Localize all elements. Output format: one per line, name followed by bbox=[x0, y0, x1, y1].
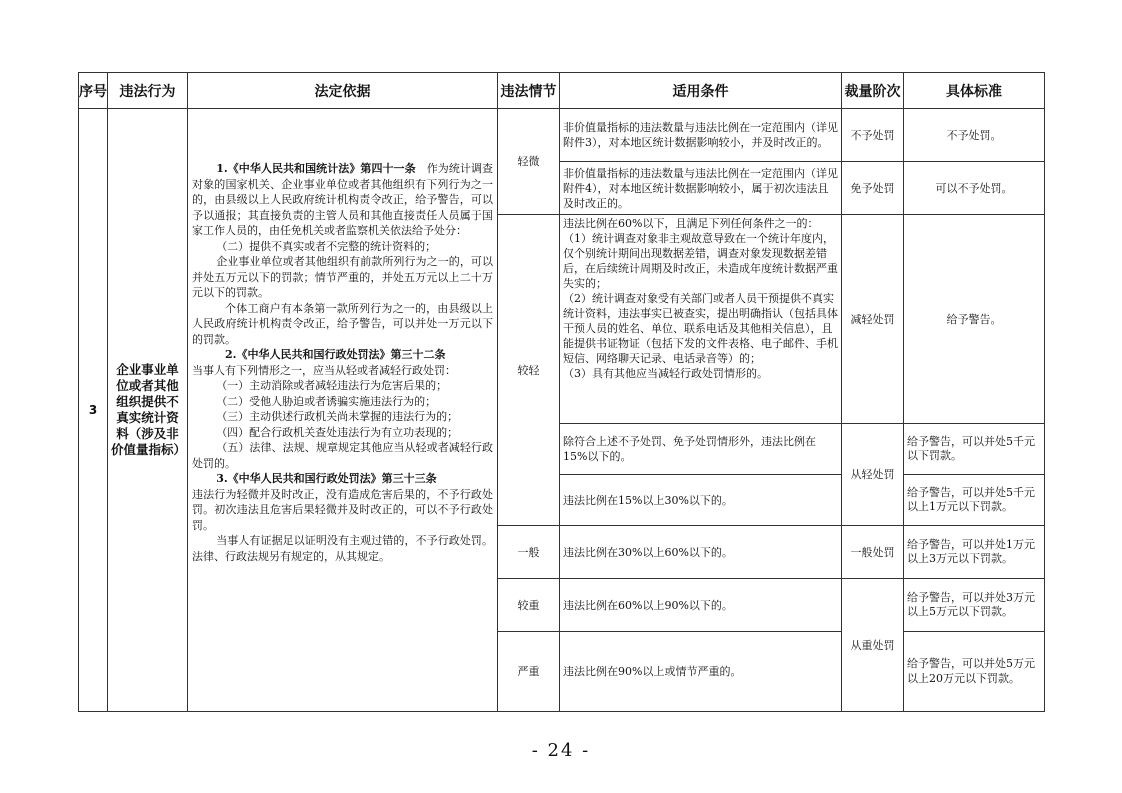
law1-item2: （二）提供不真实或者不完整的统计资料的； bbox=[216, 239, 437, 253]
circumstance-minor: 轻微 bbox=[498, 109, 560, 215]
level-heavier: 从重处罚 bbox=[842, 579, 904, 712]
condition-item-1: （1）统计调查对象非主观故意导致在一个统计年度内，仅个别统计期间出现数据差错，调查对象发现数据差错后，在后续统计周期及时改正，未造成年度统计数据严重失实的； bbox=[563, 232, 838, 290]
condition-cell: 违法比例在30%以上60%以下的。 bbox=[560, 526, 842, 579]
circumstance-general: 一般 bbox=[498, 526, 560, 579]
law2-title: 2.《中华人民共和国行政处罚法》第三十二条 bbox=[225, 348, 446, 361]
item-number: 3 bbox=[79, 109, 108, 712]
header-basis: 法定依据 bbox=[188, 73, 498, 109]
law3-paragraph1: 违法行为轻微并及时改正，没有造成危害后果的，不予行政处罚。初次违法且危害后果轻微并及时改正的，可以不予行政处罚。 bbox=[192, 487, 493, 532]
law3-paragraph2: 当事人有证据足以证明没有主观过错的，不予行政处罚。法律、行政法规另有规定的，从其规定。 bbox=[192, 534, 493, 563]
standard-cell: 给予警告，可以并处3万元以上5万元以下罚款。 bbox=[904, 579, 1045, 632]
header-standard: 具体标准 bbox=[904, 73, 1045, 109]
circumstance-serious: 较重 bbox=[498, 579, 560, 632]
condition-text-block bbox=[563, 216, 838, 421]
standard-cell: 给予警告，可以并处1万元以上3万元以下罚款。 bbox=[904, 526, 1045, 579]
condition-cell: 非价值量指标的违法数量与违法比例在一定范围内（详见附件4），对本地区统计数据影响较小，属于初次违法且及时改正的。 bbox=[560, 162, 842, 215]
law2-item2: （二）受他人胁迫或者诱骗实施违法行为的； bbox=[216, 394, 437, 408]
standard-cell: 给予警告，可以并处5万元以上20万元以下罚款。 bbox=[904, 632, 1045, 712]
condition-cell: 违法比例在90%以上或情节严重的。 bbox=[560, 632, 842, 712]
law1-paragraph3: 个体工商户有本条第一款所列行为之一的，由县级以上人民政府统计机构责令改正，给予警告，可以并处一万元以下的罚款。 bbox=[192, 301, 493, 346]
header-circumstance: 违法情节 bbox=[498, 73, 560, 109]
standard-cell: 不予处罚。 bbox=[904, 109, 1045, 162]
circumstance-severe: 严重 bbox=[498, 632, 560, 712]
condition-cell: 违法比例在15%以上30%以下的。 bbox=[560, 475, 842, 526]
header-condition: 适用条件 bbox=[560, 73, 842, 109]
condition-item-3: （3）具有其他应当减轻行政处罚情形的。 bbox=[563, 367, 768, 380]
law3-title: 3.《中华人民共和国行政处罚法》第三十三条 bbox=[216, 472, 437, 485]
law1-title: 1.《中华人民共和国统计法》第四十一条 bbox=[216, 162, 416, 175]
standard-cell: 可以不予处罚。 bbox=[904, 162, 1045, 215]
header-row bbox=[79, 73, 1045, 109]
penalty-standard-table bbox=[78, 72, 1045, 712]
header-level: 裁量阶次 bbox=[842, 73, 904, 109]
circumstance-lighter: 较轻 bbox=[498, 215, 560, 526]
condition-cell: 违法比例在60%以上90%以下的。 bbox=[560, 579, 842, 632]
law2-paragraph1: 当事人有下列情形之一，应当从轻或者减轻行政处罚： bbox=[192, 363, 456, 377]
level-no-penalty: 不予处罚 bbox=[842, 109, 904, 162]
header-seq: 序号 bbox=[79, 73, 108, 109]
level-mitigated: 减轻处罚 bbox=[842, 215, 904, 424]
law1-paragraph1: 作为统计调查对象的国家机关、企业事业单位或者其他组织有下列行为之一的，由县级以上人民政府统计机构责令改正，给予警告，可以予以通报；其直接负责的主管人员和其他直接责任人员属于国家工作人员的，由任免机关或者监察机关依法给予处分： bbox=[192, 162, 494, 237]
level-lenient: 从轻处罚 bbox=[842, 424, 904, 526]
condition-cell bbox=[560, 215, 842, 424]
page-number: - 24 - bbox=[531, 740, 591, 761]
standard-cell: 给予警告。 bbox=[904, 215, 1045, 424]
condition-cell: 非价值量指标的违法数量与违法比例在一定范围内（详见附件3），对本地区统计数据影响较小，并及时改正的。 bbox=[560, 109, 842, 162]
law1-paragraph2: 企业事业单位或者其他组织有前款所列行为之一的，可以并处五万元以下的罚款；情节严重的，并处五万元以上二十万元以下的罚款。 bbox=[192, 255, 493, 299]
law2-item5: （五）法律、法规、规章规定其他应当从轻或者减轻行政处罚的。 bbox=[192, 441, 493, 470]
header-violation: 违法行为 bbox=[108, 73, 188, 109]
law2-item3: （三）主动供述行政机关尚未掌握的违法行为的； bbox=[216, 410, 459, 423]
standard-cell: 给予警告，可以并处5千元以上1万元以下罚款。 bbox=[904, 475, 1045, 526]
condition-cell: 除符合上述不予处罚、免予处罚情形外，违法比例在15%以下的。 bbox=[560, 424, 842, 475]
level-exempt: 免予处罚 bbox=[842, 162, 904, 215]
law2-item1: （一）主动消除或者减轻违法行为危害后果的； bbox=[216, 379, 448, 392]
penalty-standard-table-wrapper bbox=[78, 72, 1044, 710]
table-row bbox=[79, 109, 1045, 162]
law2-item4: （四）配合行政机关查处违法行为有立功表现的； bbox=[216, 425, 459, 439]
condition-intro: 违法比例在60%以下，且满足下列任何条件之一的： bbox=[563, 217, 819, 230]
legal-basis bbox=[188, 109, 498, 712]
violation-description: 企业事业单位或者其他组织提供不真实统计资料（涉及非价值量指标） bbox=[108, 109, 188, 712]
standard-cell: 给予警告，可以并处5千元以下罚款。 bbox=[904, 424, 1045, 475]
level-general: 一般处罚 bbox=[842, 526, 904, 579]
condition-item-2: （2）统计调查对象受有关部门或者人员干预提供不真实统计资料，违法事实已被查实，提出明确指认（包括具体干预人员的姓名、单位、联系电话及其他相关信息），且能提供书证物证（包括下发的文件表格、电子邮件、手机短信、网络聊天记录、电话录音等）的； bbox=[563, 292, 838, 365]
